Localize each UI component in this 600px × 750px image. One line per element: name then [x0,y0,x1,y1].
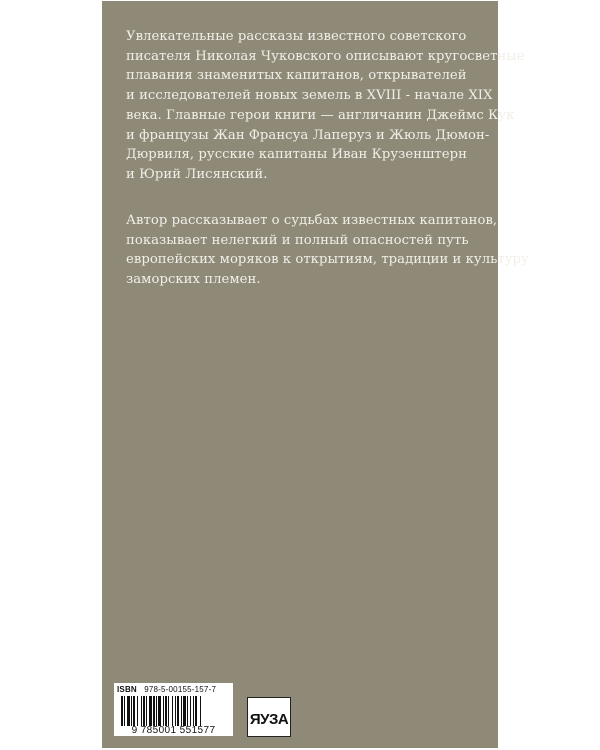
barcode-bars [121,696,226,726]
blurb-line: писателя Николая Чуковского описывают кругосветные [126,48,525,64]
barcode-bar [183,696,186,726]
barcode-bar [175,696,176,726]
barcode-bar [163,696,164,726]
barcode-bar [181,696,182,726]
barcode-bar [158,696,161,726]
blurb-line: плавания знаменитых капитанов, открывателей [126,68,467,84]
barcode-bar [195,696,197,726]
barcode-bar [200,696,201,726]
barcode-bar [137,696,138,726]
barcode-bar [124,696,125,726]
barcode-bar [131,696,132,726]
blurb-paragraph-1 [126,27,525,185]
blurb-line: Дюрвиля, русские капитаны Иван Крузенштерн [126,147,467,163]
publisher-logo-text: ЯУЗА [249,711,289,728]
blurb-line: Увлекательные рассказы известного советского [126,29,467,44]
blurb-line: и исследователей новых земель в XVIII - начале XIX [126,88,493,104]
barcode-bar [187,696,188,726]
barcode-bar [193,696,194,726]
barcode-bar [153,696,155,726]
blurb-line: Автор рассказывает о судьбах известных капитанов, [126,213,498,228]
blurb-line: века. Главные герои книги — англичанин Джеймс Кук [126,107,515,123]
isbn-label: ISBN [117,685,137,694]
barcode-bar [121,696,123,726]
blurb-paragraph-2 [126,211,529,290]
publisher-logo [247,697,291,737]
barcode-digits: 9 785001 551577 [131,725,216,736]
barcode-bar [141,696,142,726]
barcode-bar [149,696,152,726]
isbn-number: 978-5-00155-157-7 [144,685,217,694]
barcode-bar [127,696,130,726]
isbn-line [117,685,230,694]
barcode-bar [177,696,179,726]
barcode-bar [146,696,147,726]
blurb-line: заморских племен. [126,272,261,288]
publisher-logo-mark [248,698,290,736]
barcode-bar [133,696,135,726]
blurb-line: и французы Жан Франсуа Лаперуз и Жюль Дюмон- [126,127,490,143]
barcode-bar [143,696,145,726]
barcode-bar [165,696,167,726]
blurb-line: и Юрий Лисянский. [126,166,268,182]
barcode-bar [172,696,173,726]
barcode-bar [168,696,169,726]
isbn-barcode [114,683,233,736]
blurb-line: европейских моряков к открытиям, традиции и культуру [126,252,529,268]
blurb-line: показывает нелегкий и полный опасностей путь [126,232,469,248]
barcode-bar [156,696,157,726]
barcode-bar [190,696,191,726]
